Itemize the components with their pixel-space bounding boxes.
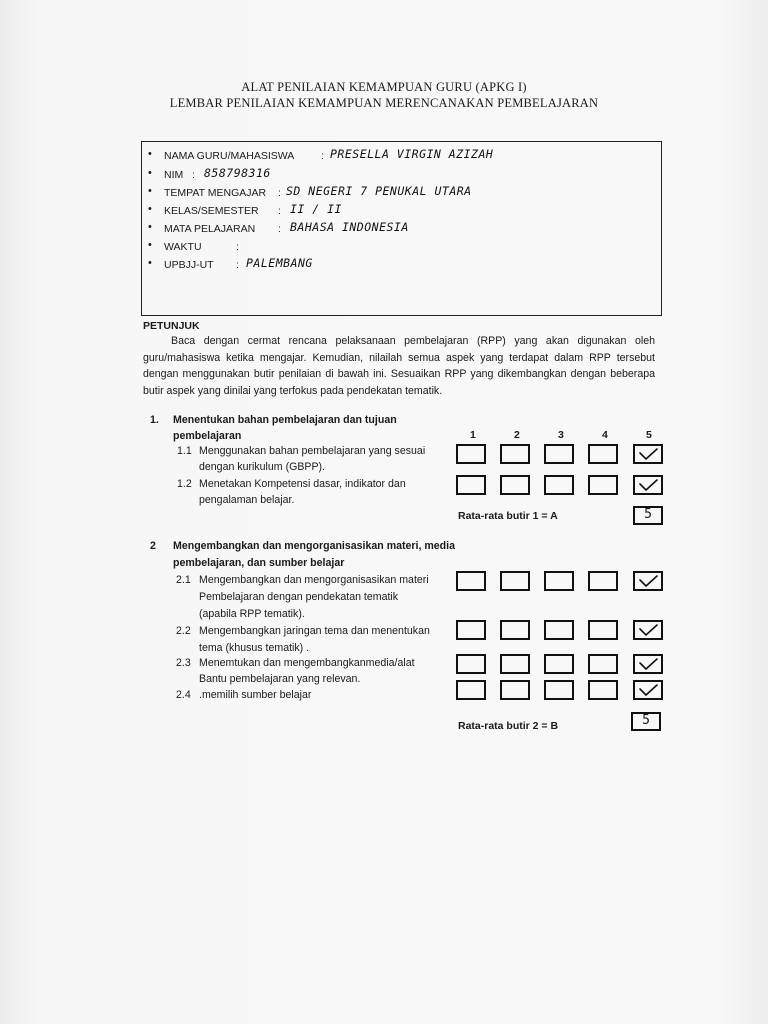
item-1-1-score-box-1[interactable] <box>456 444 486 464</box>
item-2-1-score-box-4[interactable] <box>588 571 618 591</box>
item-2-1: 2.1 Mengembangkan dan mengorganisasikan materi Pembelajaran dengan pendekatan tematik (apabila RPP tematik). <box>176 574 429 620</box>
scale-3: 3 <box>558 429 564 441</box>
item-2-1-score-box-1[interactable] <box>456 571 486 591</box>
nama-value: PRESELLA VIRGIN AZIZAH <box>330 147 494 161</box>
petunjuk-heading: PETUNJUK <box>143 320 200 332</box>
checkmark-icon <box>633 571 663 591</box>
item-1-2: 1.2 Menetakan Kompetensi dasar, indikator dan pengalaman belajar. <box>177 478 406 506</box>
item-1-2-score-box-3[interactable] <box>544 475 574 495</box>
item-2-3: 2.3 Menemtukan dan mengembangkanmedia/alat Bantu pembelajaran yang relevan. <box>176 657 415 685</box>
tempat-label: TEMPAT MENGAJAR <box>164 187 267 199</box>
scale-1: 1 <box>470 429 476 441</box>
item-2-4: 2.4 .memilih sumber belajar <box>176 689 312 701</box>
scale-2: 2 <box>514 429 520 441</box>
checkmark-icon <box>633 620 663 640</box>
item-2-1-score-box-2[interactable] <box>500 571 530 591</box>
kelas-value: II / II <box>290 202 342 216</box>
avg-2-value: 5 <box>631 712 661 731</box>
checkmark-icon <box>633 475 663 495</box>
section-2-heading: 2 Mengembangkan dan mengorganisasikan materi, media pembelajaran, dan sumber belajar <box>150 540 455 569</box>
identity-box: • NAMA GURU/MAHASISWA : PRESELLA VIRGIN AZIZAH • NIM : 858798316 • TEMPAT MENGAJAR : SD NEGERI 7 PENUKAL UTARA • KELAS/SEMESTER : II / II • MATA PELAJARAN : BAHASA INDONESIA • WAKTU : • UPBJJ-UT : PALEMBANG <box>141 141 662 316</box>
mapel-label: MATA PELAJARAN <box>164 223 256 235</box>
item-2-3-score-box-1[interactable] <box>456 654 486 674</box>
item-2-2-score-box-2[interactable] <box>500 620 530 640</box>
petunjuk-text: Baca dengan cermat rencana pelaksanaan pembelajaran (RPP) yang akan digunakan oleh guru/mahasiswa ketika mengajar. Kemudian, nilailah semua aspek yang terdapat dalam RPP tersebut dengan menggunakan butir penilaian di bawah ini. Sesuaikan RPP yang dikembangkan dengan beberapa butir aspek yang dinilai yang terfokus pada pendekatan tematik. <box>143 335 655 397</box>
section-1-heading: 1. Menentukan bahan pembelajaran dan tujuan pembelajaran <box>150 414 397 442</box>
item-2-4-score-box-2[interactable] <box>500 680 530 700</box>
item-2-2-score-box-1[interactable] <box>456 620 486 640</box>
item-2-3-score-box-4[interactable] <box>588 654 618 674</box>
item-2-2-score-box-3[interactable] <box>544 620 574 640</box>
scale-4: 4 <box>602 429 608 441</box>
item-1-2-score-box-4[interactable] <box>588 475 618 495</box>
item-1-2-score-box-2[interactable] <box>500 475 530 495</box>
item-2-3-score-box-2[interactable] <box>500 654 530 674</box>
checkmark-icon <box>633 680 663 700</box>
kelas-label: KELAS/SEMESTER <box>164 205 259 217</box>
scale-5: 5 <box>646 429 652 441</box>
mapel-value: BAHASA INDONESIA <box>290 220 409 234</box>
item-1-1-score-box-2[interactable] <box>500 444 530 464</box>
form-title: ALAT PENILAIAN KEMAMPUAN GURU (APKG I) <box>241 80 527 94</box>
form-subtitle: LEMBAR PENILAIAN KEMAMPUAN MERENCANAKAN PEMBELAJARAN <box>169 96 599 110</box>
upbjj-value: PALEMBANG <box>246 256 313 270</box>
checkmark-icon <box>633 444 663 464</box>
tempat-value: SD NEGERI 7 PENUKAL UTARA <box>286 184 472 198</box>
nama-label: NAMA GURU/MAHASISWA <box>164 150 295 162</box>
nim-value: 858798316 <box>204 166 271 180</box>
item-2-2: 2.2 Mengembangkan jaringan tema dan menentukan tema (khusus tematik) . <box>176 625 430 654</box>
avg-1-value: 5 <box>633 506 663 525</box>
waktu-label: WAKTU <box>164 241 202 253</box>
item-1-1-score-box-3[interactable] <box>544 444 574 464</box>
nim-label: NIM <box>164 169 184 181</box>
item-1-1: 1.1 Menggunakan bahan pembelajaran yang sesuai dengan kurikulum (GBPP). <box>177 445 426 473</box>
item-1-1-score-box-4[interactable] <box>588 444 618 464</box>
item-2-4-score-box-3[interactable] <box>544 680 574 700</box>
item-2-4-score-box-1[interactable] <box>456 680 486 700</box>
item-2-3-score-box-3[interactable] <box>544 654 574 674</box>
checkmark-icon <box>633 654 663 674</box>
upbjj-label: UPBJJ-UT <box>164 259 214 271</box>
avg-2-label: Rata-rata butir 2 = B <box>458 720 559 732</box>
item-2-2-score-box-4[interactable] <box>588 620 618 640</box>
item-2-4-score-box-4[interactable] <box>588 680 618 700</box>
item-2-1-score-box-3[interactable] <box>544 571 574 591</box>
avg-1-label: Rata-rata butir 1 = A <box>458 510 558 522</box>
item-1-2-score-box-1[interactable] <box>456 475 486 495</box>
